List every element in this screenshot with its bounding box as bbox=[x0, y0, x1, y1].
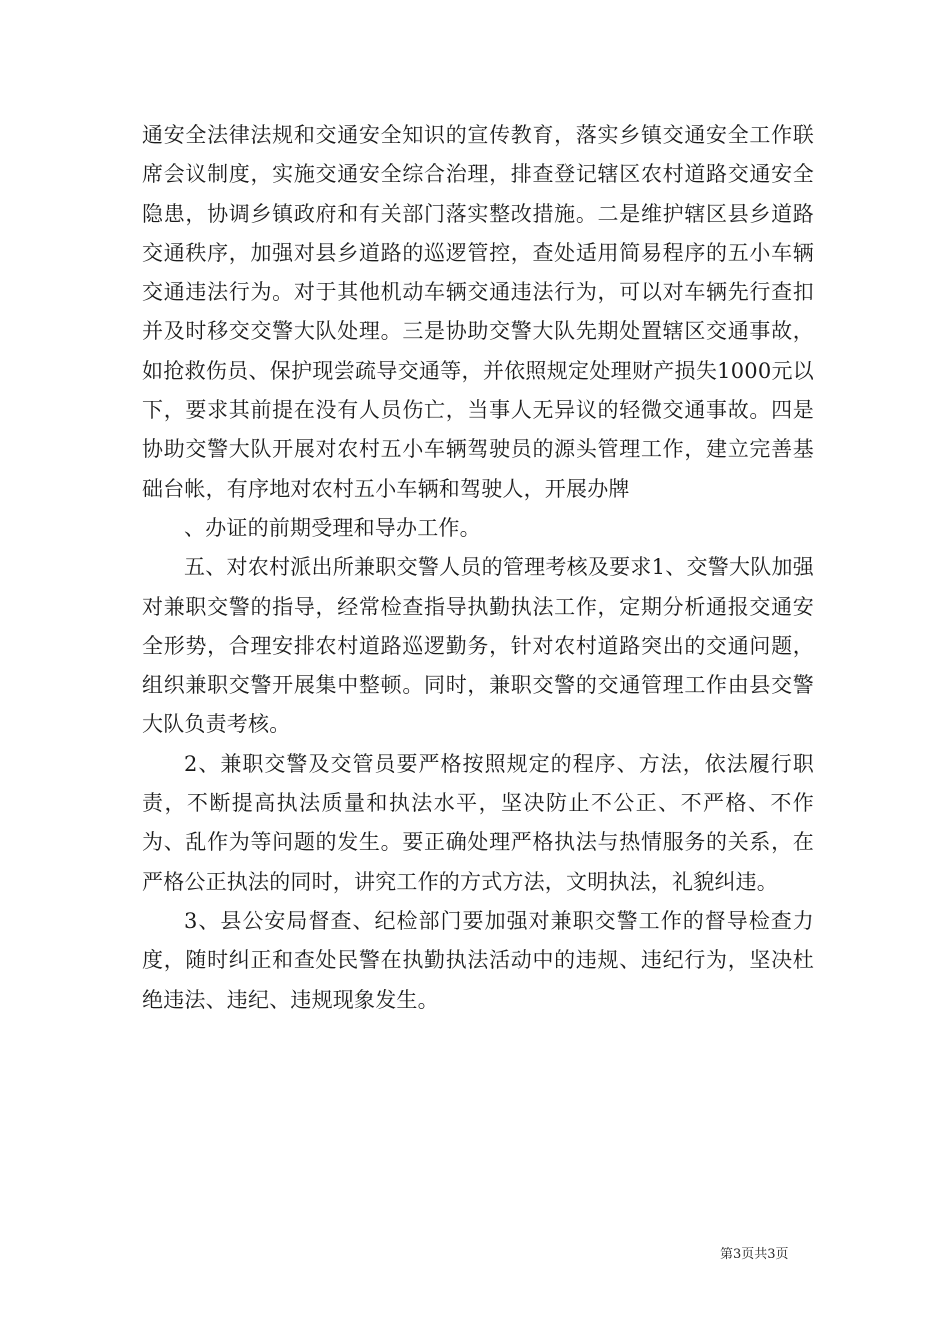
paragraph-section-five: 五、对农村派出所兼职交警人员的管理考核及要求1、交警大队加强对兼职交警的指导，经常检查指导执勤执法工作，定期分析通报交通安全形势，合理安排农村道路巡逻勤务，针对农村道路突出的交通问题，组织兼职交警开展集中整顿。同时，兼职交警的交通管理工作由县交警大队负责考核。 bbox=[142, 555, 814, 737]
paragraph-item-three: 3、县公安局督查、纪检部门要加强对兼职交警工作的督导检查力度，随时纠正和查处民警在执勤执法活动中的违规、违纪行为，坚决杜绝违法、违纪、违规现象发生。 bbox=[142, 908, 814, 1012]
paragraph-item-two: 2、兼职交警及交管员要严格按照规定的程序、方法，依法履行职责，不断提高执法质量和执法水平，坚决防止不公正、不严格、不作为、乱作为等问题的发生。要正确处理严格执法与热情服务的关系，在严格公正执法的同时，讲究工作的方式方法，文明执法，礼貌纠违。 bbox=[142, 751, 814, 894]
paragraph-continuation-tail: 、办证的前期受理和导办工作。 bbox=[184, 515, 481, 540]
paragraph-continuation: 通安全法律法规和交通安全知识的宣传教育，落实乡镇交通安全工作联席会议制度，实施交通安全综合治理，排查登记辖区农村道路交通安全隐患，协调乡镇政府和有关部门落实整改措施。二是维护辖区县乡道路交通秩序，加强对县乡道路的巡逻管控，查处适用简易程序的五小车辆交通违法行为。对于其他机动车辆交通违法行为，可以对车辆先行查扣并及时移交交警大队处理。三是协助交警大队先期处置辖区交通事故，如抢救伤员、保护现尝疏导交通等，并依照规定处理财产损失1000元以下，要求其前提在没有人员伤亡，当事人无异议的轻微交通事故。四是协助交警大队开展对农村五小车辆驾驶员的源头管理工作，建立完善基础台帐，有序地对农村五小车辆和驾驶人，开展办牌 bbox=[142, 123, 814, 501]
document-body bbox=[142, 116, 814, 1020]
page-number: 第3页共3页 bbox=[720, 1247, 789, 1262]
